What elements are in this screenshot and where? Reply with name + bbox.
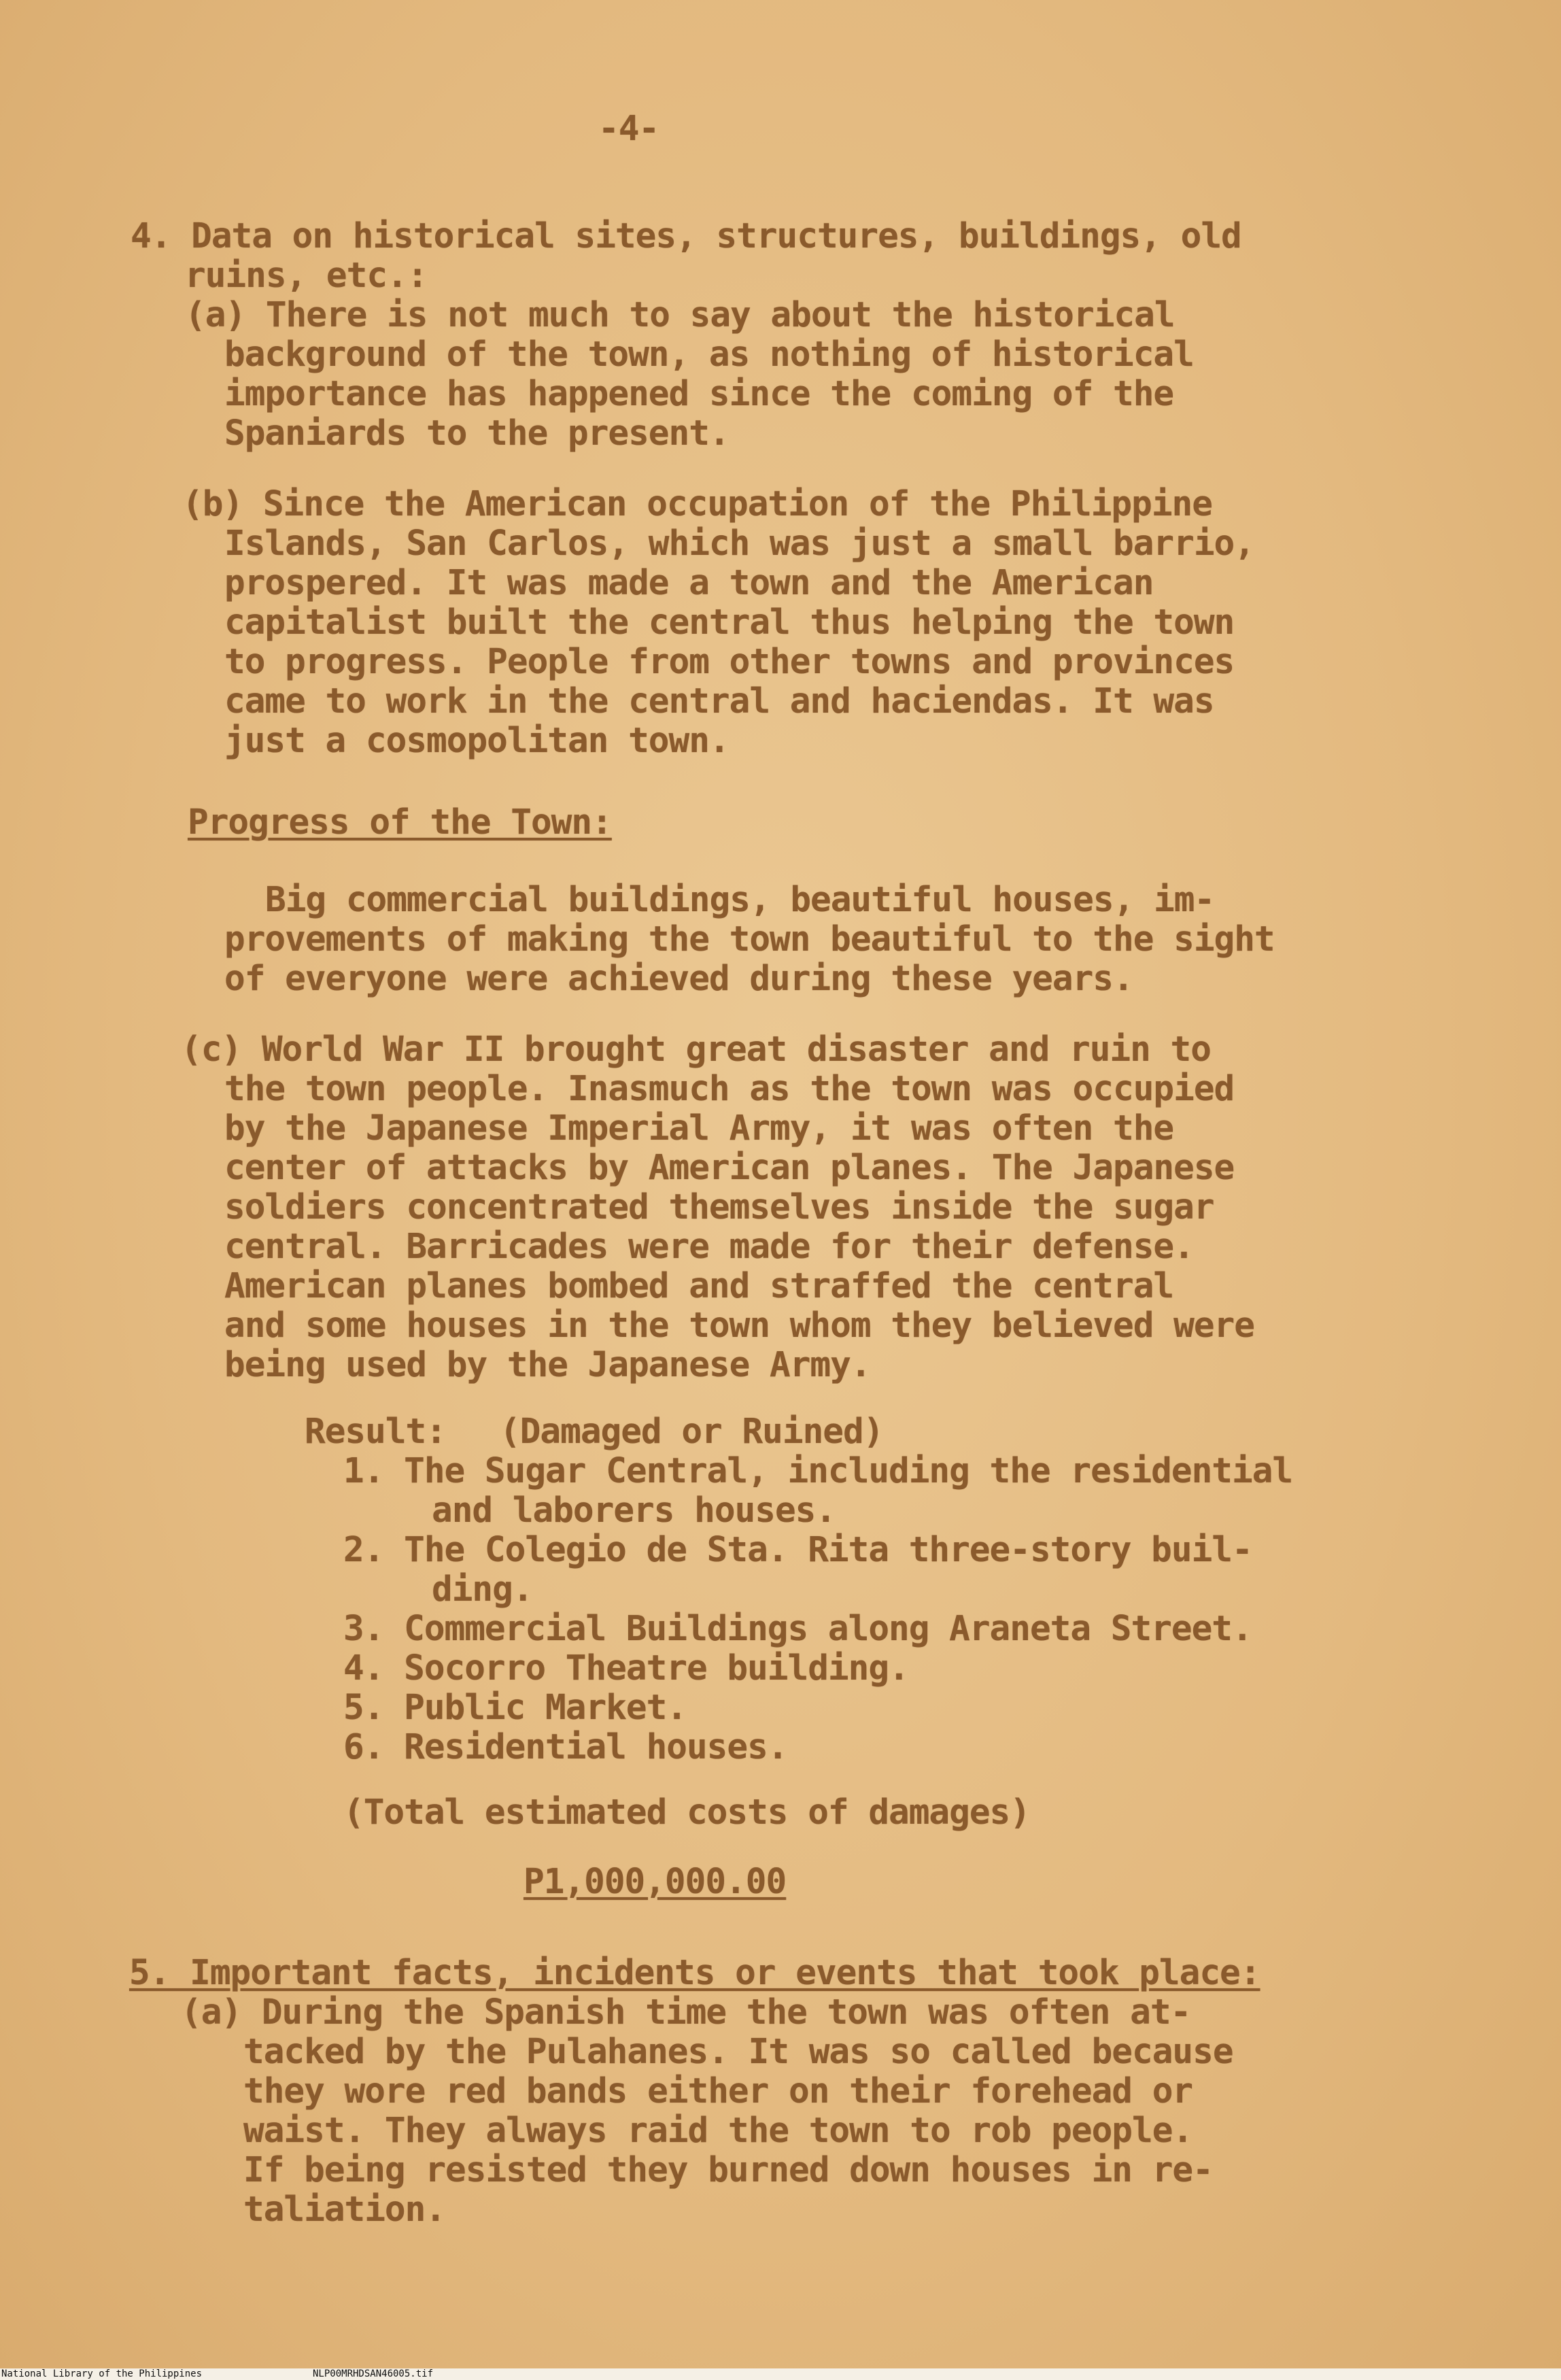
page-number: -4-: [598, 109, 659, 149]
section4-b-line: capitalist built the central thus helping the town: [224, 602, 1235, 643]
section4-heading-line1: 4. Data on historical sites, structures, buildings, old: [131, 216, 1241, 256]
section4-a-line: importance has happened since the coming of the: [224, 374, 1174, 414]
section4-b-line: came to work in the central and haciendas. It was: [224, 681, 1214, 721]
result-note: (Damaged or Ruined): [500, 1412, 884, 1452]
result-item: ding.: [432, 1569, 533, 1610]
result-item: 5. Public Market.: [343, 1688, 687, 1728]
footer-file-name: NLP00MRHDSAN46005.tif: [313, 2368, 434, 2379]
result-item: and laborers houses.: [432, 1491, 836, 1531]
section5-a-line: waist. They always raid the town to rob people.: [243, 2111, 1193, 2151]
progress-heading: Progress of the Town:: [188, 802, 612, 843]
section4-a-line: background of the town, as nothing of historical: [224, 335, 1194, 375]
section5-a-line: (a) During the Spanish time the town was often at-: [181, 1992, 1191, 2033]
total-label: (Total estimated costs of damages): [343, 1792, 1030, 1833]
section4-c-line: being used by the Japanese Army.: [224, 1345, 871, 1385]
result-label: Result:: [305, 1412, 446, 1452]
result-item: 6. Residential houses.: [343, 1727, 788, 1767]
section4-c-line: and some houses in the town whom they believed were: [224, 1306, 1254, 1346]
section4-c-line: (c) World War II brought great disaster and ruin to: [181, 1030, 1211, 1070]
section5-heading: 5. Important facts, incidents or events that took place:: [129, 1953, 1260, 1993]
section5-a-line: If being resisted they burned down houses in re-: [243, 2150, 1213, 2190]
result-item: 2. The Colegio de Sta. Rita three-story buil-: [343, 1530, 1252, 1570]
section4-c-line: American planes bombed and straffed the central: [224, 1266, 1174, 1306]
section4-c-line: by the Japanese Imperial Army, it was often the: [224, 1108, 1174, 1149]
section4-b-line: Islands, San Carlos, which was just a small barrio,: [224, 524, 1254, 564]
progress-line: of everyone were achieved during these years.: [224, 959, 1133, 999]
section4-b-line: (b) Since the American occupation of the Philippine: [182, 484, 1212, 524]
section5-a-line: taliation.: [243, 2190, 446, 2230]
progress-line: provements of making the town beautiful to the sight: [224, 919, 1275, 959]
section4-b-line: prospered. It was made a town and the American: [224, 563, 1154, 603]
section5-a-line: tacked by the Pulahanes. It was so called because: [243, 2032, 1233, 2072]
result-item: 3. Commercial Buildings along Araneta Street.: [343, 1609, 1252, 1649]
footer-library-name: National Library of the Philippines: [1, 2368, 203, 2379]
section4-c-line: the town people. Inasmuch as the town was occupied: [224, 1069, 1235, 1109]
total-value: P1,000,000.00: [524, 1862, 787, 1902]
section4-c-line: central. Barricades were made for their defense.: [224, 1227, 1194, 1267]
section4-a-line: (a) There is not much to say about the historical: [185, 295, 1175, 335]
section4-b-line: to progress. People from other towns and provinces: [224, 642, 1235, 682]
section4-c-line: center of attacks by American planes. The Japanese: [224, 1148, 1235, 1188]
section4-a-line: Spaniards to the present.: [224, 413, 730, 454]
section5-a-line: they wore red bands either on their forehead or: [243, 2071, 1193, 2111]
archive-footer: [0, 2368, 1561, 2380]
section4-b-line: just a cosmopolitan town.: [224, 721, 730, 761]
section4-heading-line2: ruins, etc.:: [185, 256, 428, 296]
result-item: 4. Socorro Theatre building.: [343, 1648, 909, 1688]
progress-line: Big commercial buildings, beautiful houses, im-: [265, 880, 1215, 920]
section4-c-line: soldiers concentrated themselves inside the sugar: [224, 1187, 1214, 1227]
result-item: 1. The Sugar Central, including the residential: [343, 1451, 1293, 1491]
